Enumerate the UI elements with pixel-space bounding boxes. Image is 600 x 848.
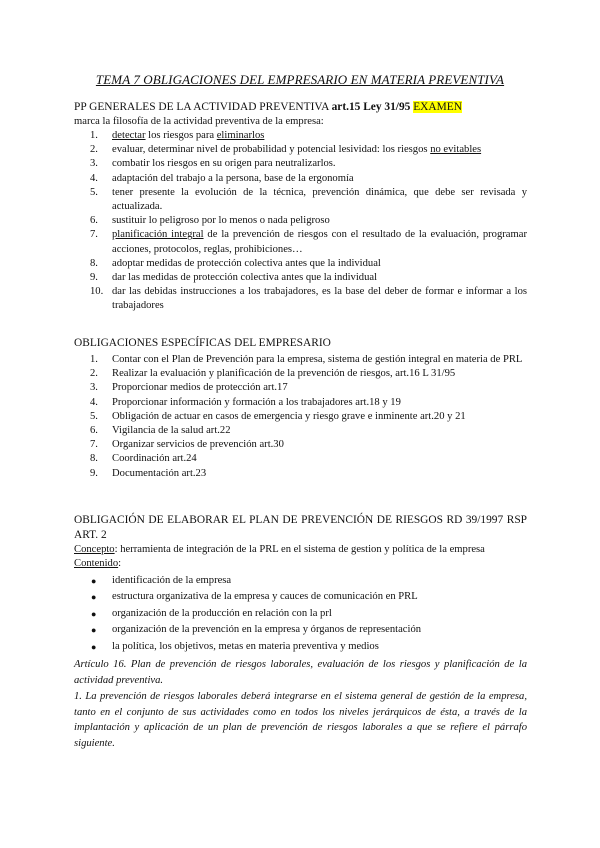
list-item bbox=[74, 172, 527, 186]
bullet-item bbox=[74, 622, 527, 638]
list-item bbox=[74, 438, 527, 452]
section-heading: OBLIGACIONES ESPECÍFICAS DEL EMPRESARIO bbox=[74, 337, 331, 349]
item-number: 2. bbox=[90, 144, 98, 156]
bullet-text: la política, los objetivos, metas en materia preventiva y medios bbox=[112, 640, 379, 652]
item-text: Vigilancia de la salud art.22 bbox=[112, 425, 231, 437]
concepto-line bbox=[74, 543, 527, 557]
item-text: evaluar, determinar nivel de probabilidad y potencial lesividad: los riesgos bbox=[112, 144, 431, 156]
item-number: 4. bbox=[90, 396, 98, 408]
concepto-text: : herramienta de integración de la PRL en el sistema de gestion y política de la empresa bbox=[114, 544, 485, 555]
item-text: sustituir lo peligroso por lo menos o nada peligroso bbox=[112, 215, 330, 227]
list-item bbox=[74, 467, 527, 481]
underlined-text: eliminarlos bbox=[216, 130, 265, 141]
list-item bbox=[74, 424, 527, 438]
item-text: Coordinación art.24 bbox=[112, 453, 197, 465]
item-number: 6. bbox=[90, 215, 98, 227]
item-number: 7. bbox=[90, 439, 98, 451]
item-text: Organizar servicios de prevención art.30 bbox=[112, 439, 284, 451]
contenido-colon: : bbox=[118, 558, 122, 569]
concepto-label: Concepto bbox=[74, 544, 115, 555]
underlined-text: no evitables bbox=[430, 144, 482, 156]
bullet-dot-icon: ● bbox=[91, 576, 97, 586]
bullet-dot-icon: ● bbox=[91, 625, 97, 636]
bullet-dot-icon: ● bbox=[91, 592, 97, 603]
section-general-principles bbox=[74, 100, 527, 314]
item-text: los riesgos para bbox=[145, 130, 217, 141]
item-text: tener presente la evolución de la técnica, prevención dinámica, que debe ser revisada y actualizada. bbox=[112, 186, 527, 213]
underlined-text: planificación integral bbox=[112, 229, 204, 241]
list-item bbox=[74, 186, 527, 214]
section-prevention-plan bbox=[74, 513, 527, 655]
section-heading-line2: ART. 2 bbox=[74, 529, 107, 541]
list-item bbox=[74, 257, 527, 271]
bullet-item bbox=[74, 589, 527, 605]
item-number: 5. bbox=[90, 410, 98, 422]
heading-text: PP GENERALES DE LA ACTIVIDAD PREVENTIVA bbox=[74, 101, 329, 113]
item-number: 8. bbox=[90, 257, 98, 269]
list-item bbox=[74, 157, 527, 171]
contenido-line bbox=[74, 557, 527, 571]
underlined-text: detectar bbox=[112, 130, 146, 141]
item-number: 1. bbox=[90, 354, 98, 365]
item-number: 7. bbox=[90, 229, 98, 241]
exam-badge: EXAMEN bbox=[413, 101, 462, 113]
section-specific-obligations bbox=[74, 336, 527, 481]
bullet-dot-icon: ● bbox=[91, 608, 97, 619]
list-item bbox=[74, 410, 527, 424]
list-item bbox=[74, 129, 527, 143]
bullet-text: identificación de la empresa bbox=[112, 575, 232, 586]
item-number: 9. bbox=[90, 272, 98, 284]
item-number: 1. bbox=[90, 130, 98, 141]
bullet-text: organización de la producción en relación con la prl bbox=[112, 607, 332, 619]
list-item bbox=[74, 381, 527, 395]
item-number: 3. bbox=[90, 158, 98, 170]
list-item bbox=[74, 452, 527, 466]
item-text: Proporcionar información y formación a los trabajadores art.18 y 19 bbox=[112, 396, 401, 408]
contenido-list bbox=[74, 573, 527, 655]
list-item bbox=[74, 143, 527, 157]
list-item bbox=[74, 228, 527, 256]
section-article-16 bbox=[74, 657, 527, 752]
item-text: combatir los riesgos en su origen para neutralizarlos. bbox=[112, 158, 336, 170]
item-text: de la prevención de riesgos con el resultado de la evaluación, programar acciones, protocolos, reglas, prohibiciones… bbox=[112, 229, 527, 255]
bullet-item bbox=[74, 639, 527, 655]
list-item bbox=[74, 285, 527, 313]
bullet-dot-icon: ● bbox=[91, 641, 97, 652]
item-text: dar las debidas instrucciones a los trabajadores, es la base del deber de formar e informar a los trabajadores bbox=[112, 286, 527, 312]
item-text: Obligación de actuar en casos de emergencia y riesgo grave e inminente art.20 y 21 bbox=[112, 410, 466, 422]
item-text: dar las medidas de protección colectiva antes que la individual bbox=[112, 272, 378, 284]
bullet-text: estructura organizativa de la empresa y cauces de comunicación en PRL bbox=[112, 591, 418, 603]
item-text: adaptación del trabajo a la persona, base de la ergonomía bbox=[112, 172, 354, 184]
obligations-list bbox=[74, 353, 527, 481]
item-text: Realizar la evaluación y planificación de la prevención de riesgos, art.16 L 31/95 bbox=[112, 368, 456, 380]
legal-reference: art.15 Ley 31/95 bbox=[331, 101, 411, 113]
item-text: Documentación art.23 bbox=[112, 467, 207, 479]
item-number: 9. bbox=[90, 467, 98, 479]
item-number: 6. bbox=[90, 425, 98, 437]
article-text: 1. La prevención de riesgos laborales deberá integrarse en el sistema general de gestión de la empresa, tanto en el conjunto de sus actividades como en todos los niveles jerárquicos de ésta, a través de la implantación y aplicación de un plan de prevención de riesgos laborales a que se refiere el párrafo siguiente. bbox=[74, 691, 527, 749]
item-number: 4. bbox=[90, 172, 98, 184]
item-text: adoptar medidas de protección colectiva antes que la individual bbox=[112, 257, 381, 269]
item-text: Proporcionar medios de protección art.17 bbox=[112, 382, 288, 394]
article-heading: Artículo 16. Plan de prevención de riesgos laborales, evaluación de los riesgos y planificación de la actividad preventiva. bbox=[74, 659, 527, 686]
bullet-item bbox=[74, 606, 527, 622]
contenido-label: Contenido bbox=[74, 558, 119, 569]
document-title: TEMA 7 OBLIGACIONES DEL EMPRESARIO EN MATERIA PREVENTIVA bbox=[95, 72, 505, 87]
item-number: 8. bbox=[90, 453, 98, 465]
list-item bbox=[74, 367, 527, 381]
section-heading-line1: OBLIGACIÓN DE ELABORAR EL PLAN DE PREVENCIÓN DE RIESGOS RD 39/1997 RSP bbox=[74, 514, 527, 526]
list-item bbox=[74, 214, 527, 228]
item-text: Contar con el Plan de Prevención para la empresa, sistema de gestión integral en materia de PRL bbox=[112, 354, 523, 365]
list-item bbox=[74, 396, 527, 410]
bullet-item bbox=[74, 573, 527, 589]
section-heading bbox=[74, 100, 527, 115]
principles-list bbox=[74, 129, 527, 314]
list-item bbox=[74, 271, 527, 285]
item-number: 3. bbox=[90, 382, 98, 394]
item-number: 2. bbox=[90, 368, 98, 380]
item-number: 5. bbox=[90, 186, 98, 198]
item-number: 10. bbox=[90, 286, 104, 298]
bullet-text: organización de la prevención en la empresa y órganos de representación bbox=[112, 624, 422, 636]
list-item bbox=[74, 353, 527, 367]
intro-text: marca la filosofía de la actividad preventiva de la empresa: bbox=[74, 116, 324, 127]
